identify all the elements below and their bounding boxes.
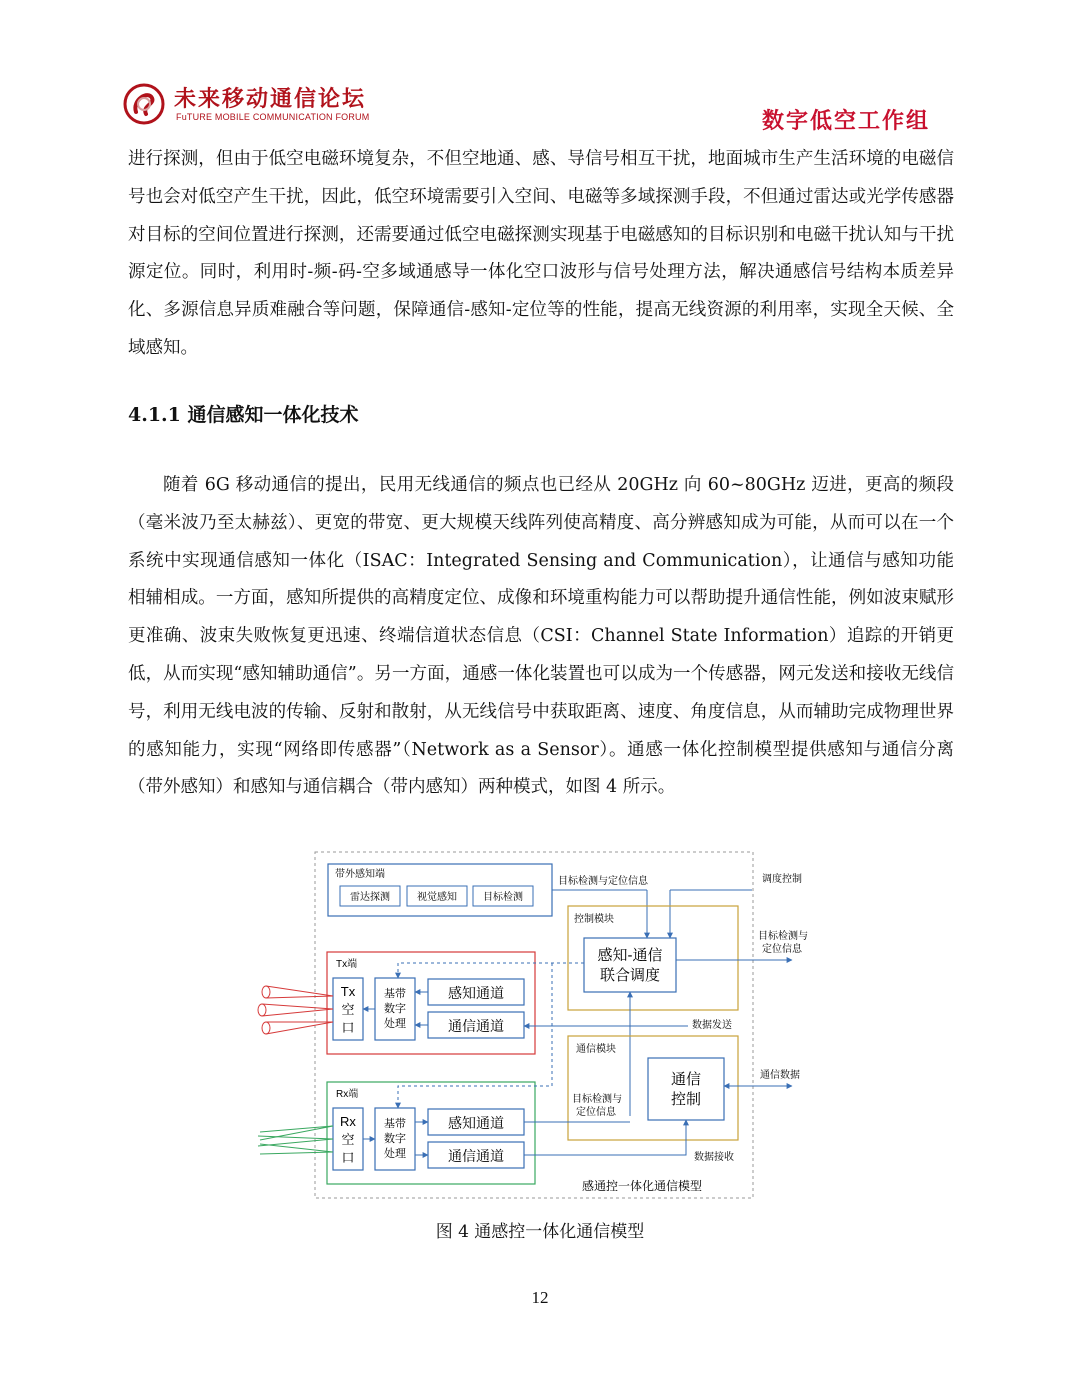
rx-antenna-beams-icon (258, 1126, 333, 1154)
tx-title: Tx端 (336, 959, 358, 970)
rx-bb-3: 处理 (384, 1148, 406, 1160)
tx-comm-channel: 通信通道 (448, 1018, 504, 1034)
tx-block (327, 952, 535, 1054)
rx-bb-2: 数字 (384, 1133, 406, 1145)
out-target-line1: 目标检测与 (758, 931, 808, 942)
oob-vision-label: 视觉感知 (417, 892, 457, 903)
arrow-data-recv (524, 1120, 686, 1155)
comm-ctrl-box (648, 1058, 724, 1120)
oob-title: 带外感知端 (335, 869, 385, 880)
oob-radar-label: 雷达探测 (350, 892, 390, 903)
comm-module-title: 通信模块 (576, 1044, 616, 1055)
logo-chinese-name: 未来移动通信论坛 (174, 86, 367, 112)
forum-logo (122, 80, 382, 132)
label-target-info-top: 目标检测与定位信息 (558, 876, 648, 887)
label-schedule-ctrl: 调度控制 (762, 874, 802, 885)
logo-english-name: FuTURE MOBILE COMMUNICATION FORUM (176, 112, 370, 122)
mod-target-2: 定位信息 (576, 1107, 616, 1118)
forum-logo-icon (122, 82, 166, 126)
joint-line1: 感知-通信 (597, 947, 663, 964)
isac-model-figure (252, 846, 812, 1206)
data-recv-label: 数据接收 (694, 1152, 734, 1163)
figure-caption: 图 4 通感控一体化通信模型 (435, 1222, 645, 1242)
tx-sense-channel: 感知通道 (448, 985, 504, 1001)
oob-target-label: 目标检测 (483, 892, 523, 903)
joint-line2: 联合调度 (599, 967, 661, 984)
rx-title: Rx端 (336, 1089, 359, 1100)
tx-air-1: Tx (340, 984, 356, 999)
rx-bb-1: 基带 (384, 1118, 406, 1130)
comm-ctrl-1: 通信 (670, 1071, 702, 1088)
control-module-title: 控制模块 (574, 914, 614, 925)
page-number: 12 (531, 1288, 549, 1307)
data-send-label: 数据发送 (692, 1020, 732, 1031)
rx-air-1: Rx (340, 1114, 356, 1129)
tx-bb-2: 数字 (384, 1003, 406, 1015)
paragraph-isac: 随着 6G 移动通信的提出，民用无线通信的频点也已经从 20GHz 向 60~80GHz 迈进，更高的频段（毫米波乃至太赫兹）、更宽的带宽、更大规模天线阵列使高精度、高分辨感知成为可能，从而可以在一个系统中实现通信感知一体化（ISAC：Integrated Sensing and Communication），让通信与感知功能相辅相成。一方面，感知所提供的高精度定位、成像和环境重构能力可以帮助提升通信性能，例如波束赋形更准确、波束失败恢复更迅速、终端信道状态信息（CSI：Channel State Information）追踪的开销更低，从而实现“感知辅助通信”。另一方面，通感一体化装置也可以成为一个传感器，网元发送和接收无线信号，利用无线电波的传输、反射和散射，从无线信号中获取距离、速度、角度信息，从而辅助完成物理世界的感知能力，实现“网络即传感器”（Network as a Sensor）。通感一体化控制模型提供感知与通信分离（带外感知）和感知与通信耦合（带内感知）两种模式，如图 4 所示。 (128, 475, 954, 798)
tx-antenna-beams-icon (258, 986, 333, 1034)
model-frame (315, 852, 753, 1198)
dashed-control-to-tx (398, 963, 584, 978)
working-group-title: 数字低空工作组 (761, 108, 930, 134)
section-heading: 4.1.1 通信感知一体化技术 (128, 404, 359, 426)
paragraph-intro: 进行探测，但由于低空电磁环境复杂，不但空地通、感、导信号相互干扰，地面城市生产生活环境的电磁信号也会对低空产生干扰，因此，低空环境需要引入空间、电磁等多域探测手段，不但通过雷达或光学传感器对目标的空间位置进行探测，还需要通过低空电磁探测实现基于电磁感知的目标识别和电磁干扰认知与干扰源定位。同时，利用时-频-码-空多域通感导一体化空口波形与信号处理方法，解决通感信号结构本质差异化、多源信息异质难融合等问题，保障通信-感知-定位等的性能，提高无线资源的利用率，实现全天候、全域感知。 (128, 149, 954, 358)
rx-air-2: 空 (341, 1132, 355, 1147)
mod-target-1: 目标检测与 (572, 1094, 622, 1105)
tx-air-2: 空 (341, 1002, 355, 1017)
rx-comm-channel: 通信通道 (448, 1148, 504, 1164)
rx-sense-channel: 感知通道 (448, 1115, 504, 1131)
tx-bb-3: 处理 (384, 1018, 406, 1030)
comm-ctrl-2: 控制 (670, 1091, 702, 1108)
comm-data-label: 通信数据 (760, 1070, 800, 1081)
tx-air-3: 口 (341, 1020, 355, 1035)
model-title: 感通控一体化通信模型 (582, 1179, 703, 1193)
tx-bb-1: 基带 (384, 988, 406, 1000)
out-target-line2: 定位信息 (762, 944, 802, 955)
rx-air-3: 口 (341, 1150, 355, 1165)
